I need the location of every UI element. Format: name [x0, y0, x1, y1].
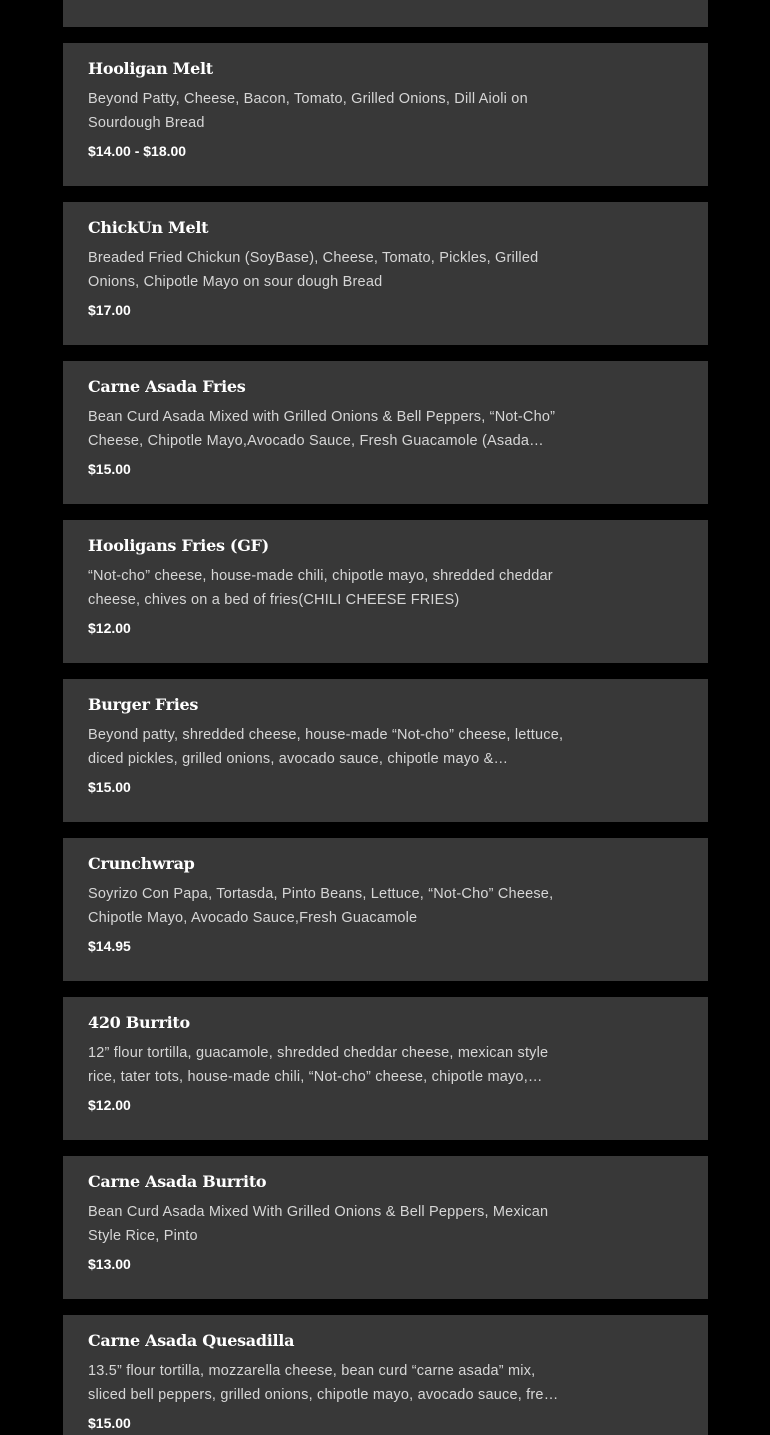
menu-item-card-carne-asada-quesadilla[interactable] [63, 1315, 708, 1435]
menu-item-name: ChickUn Melt [88, 218, 209, 237]
menu-item-card-420-burrito[interactable] [63, 997, 708, 1140]
menu-item-name: Hooligans Fries (GF) [88, 536, 269, 555]
menu-item-description: 13.5” flour tortilla, mozzarella cheese, bean curd “carne asada” mix, sliced bell peppers, grilled onions, chipotle mayo, avocado sauce, fre… [88, 1363, 559, 1403]
menu-item-list [63, 0, 708, 1435]
menu-item-description: “Not-cho” cheese, house-made chili, chipotle mayo, shredded cheddar cheese, chives on a bed of fries(CHILI CHEESE FRIES) [88, 568, 553, 608]
menu-item-price: $13.00 [88, 1256, 131, 1272]
menu-item-price: $12.00 [88, 1097, 131, 1113]
menu-item-price: $14.00 - $18.00 [88, 143, 187, 159]
menu-item-description: Breaded Fried Chickun (SoyBase), Cheese, Tomato, Pickles, Grilled Onions, Chipotle Mayo on sour dough Bread [88, 250, 539, 290]
menu-item-name: Carne Asada Fries [88, 377, 246, 396]
menu-item-description: Beyond Patty, Cheese, Bacon, Tomato, Grilled Onions, Dill Aioli on Sourdough Bread [88, 91, 528, 131]
menu-item-price: $15.00 [88, 461, 131, 477]
menu-item-price: $15.00 [88, 779, 131, 795]
menu-item-description: 12” flour tortilla, guacamole, shredded cheddar cheese, mexican style rice, tater tots, house-made chili, “Not-cho” cheese, chipotle mayo,… [88, 1045, 549, 1085]
menu-item-price: $15.00 [88, 1415, 131, 1431]
menu-item-card-carne-asada-fries[interactable] [63, 361, 708, 504]
menu-item-card-burger-fries[interactable] [63, 679, 708, 822]
menu-item-price: $17.00 [88, 302, 131, 318]
menu-item-card-hooligan-melt[interactable] [63, 43, 708, 186]
menu-item-name: Crunchwrap [88, 854, 195, 873]
menu-item-name: Hooligan Melt [88, 59, 213, 78]
menu-item-card-hooligans-fries[interactable] [63, 520, 708, 663]
menu-item-card-carne-asada-burrito[interactable] [63, 1156, 708, 1299]
menu-item-description: Soyrizo Con Papa, Tortasda, Pinto Beans, Lettuce, “Not-Cho” Cheese, Chipotle Mayo, Avocado Sauce,Fresh Guacamole [88, 886, 554, 926]
menu-item-name: Carne Asada Quesadilla [88, 1331, 295, 1350]
menu-item-card-crunchwrap[interactable] [63, 838, 708, 981]
menu-item-price: $12.00 [88, 620, 131, 636]
menu-item-name: Burger Fries [88, 695, 199, 714]
menu-item-name: 420 Burrito [88, 1013, 190, 1032]
menu-item-description: Bean Curd Asada Mixed with Grilled Onions & Bell Peppers, “Not-Cho” Cheese, Chipotle Mayo,Avocado Sauce, Fresh Guacamole (Asada… [88, 409, 556, 449]
menu-item-description: Beyond patty, shredded cheese, house-made “Not-cho” cheese, lettuce, diced pickles, grilled onions, avocado sauce, chipotle mayo &… [88, 727, 564, 767]
menu-item-price: $14.95 [88, 938, 131, 954]
menu-item-description: Bean Curd Asada Mixed With Grilled Onions & Bell Peppers, Mexican Style Rice, Pinto [88, 1204, 549, 1244]
menu-item-card[interactable] [63, 0, 708, 27]
menu-item-name: Carne Asada Burrito [88, 1172, 267, 1191]
menu-item-card-chickun-melt[interactable] [63, 202, 708, 345]
